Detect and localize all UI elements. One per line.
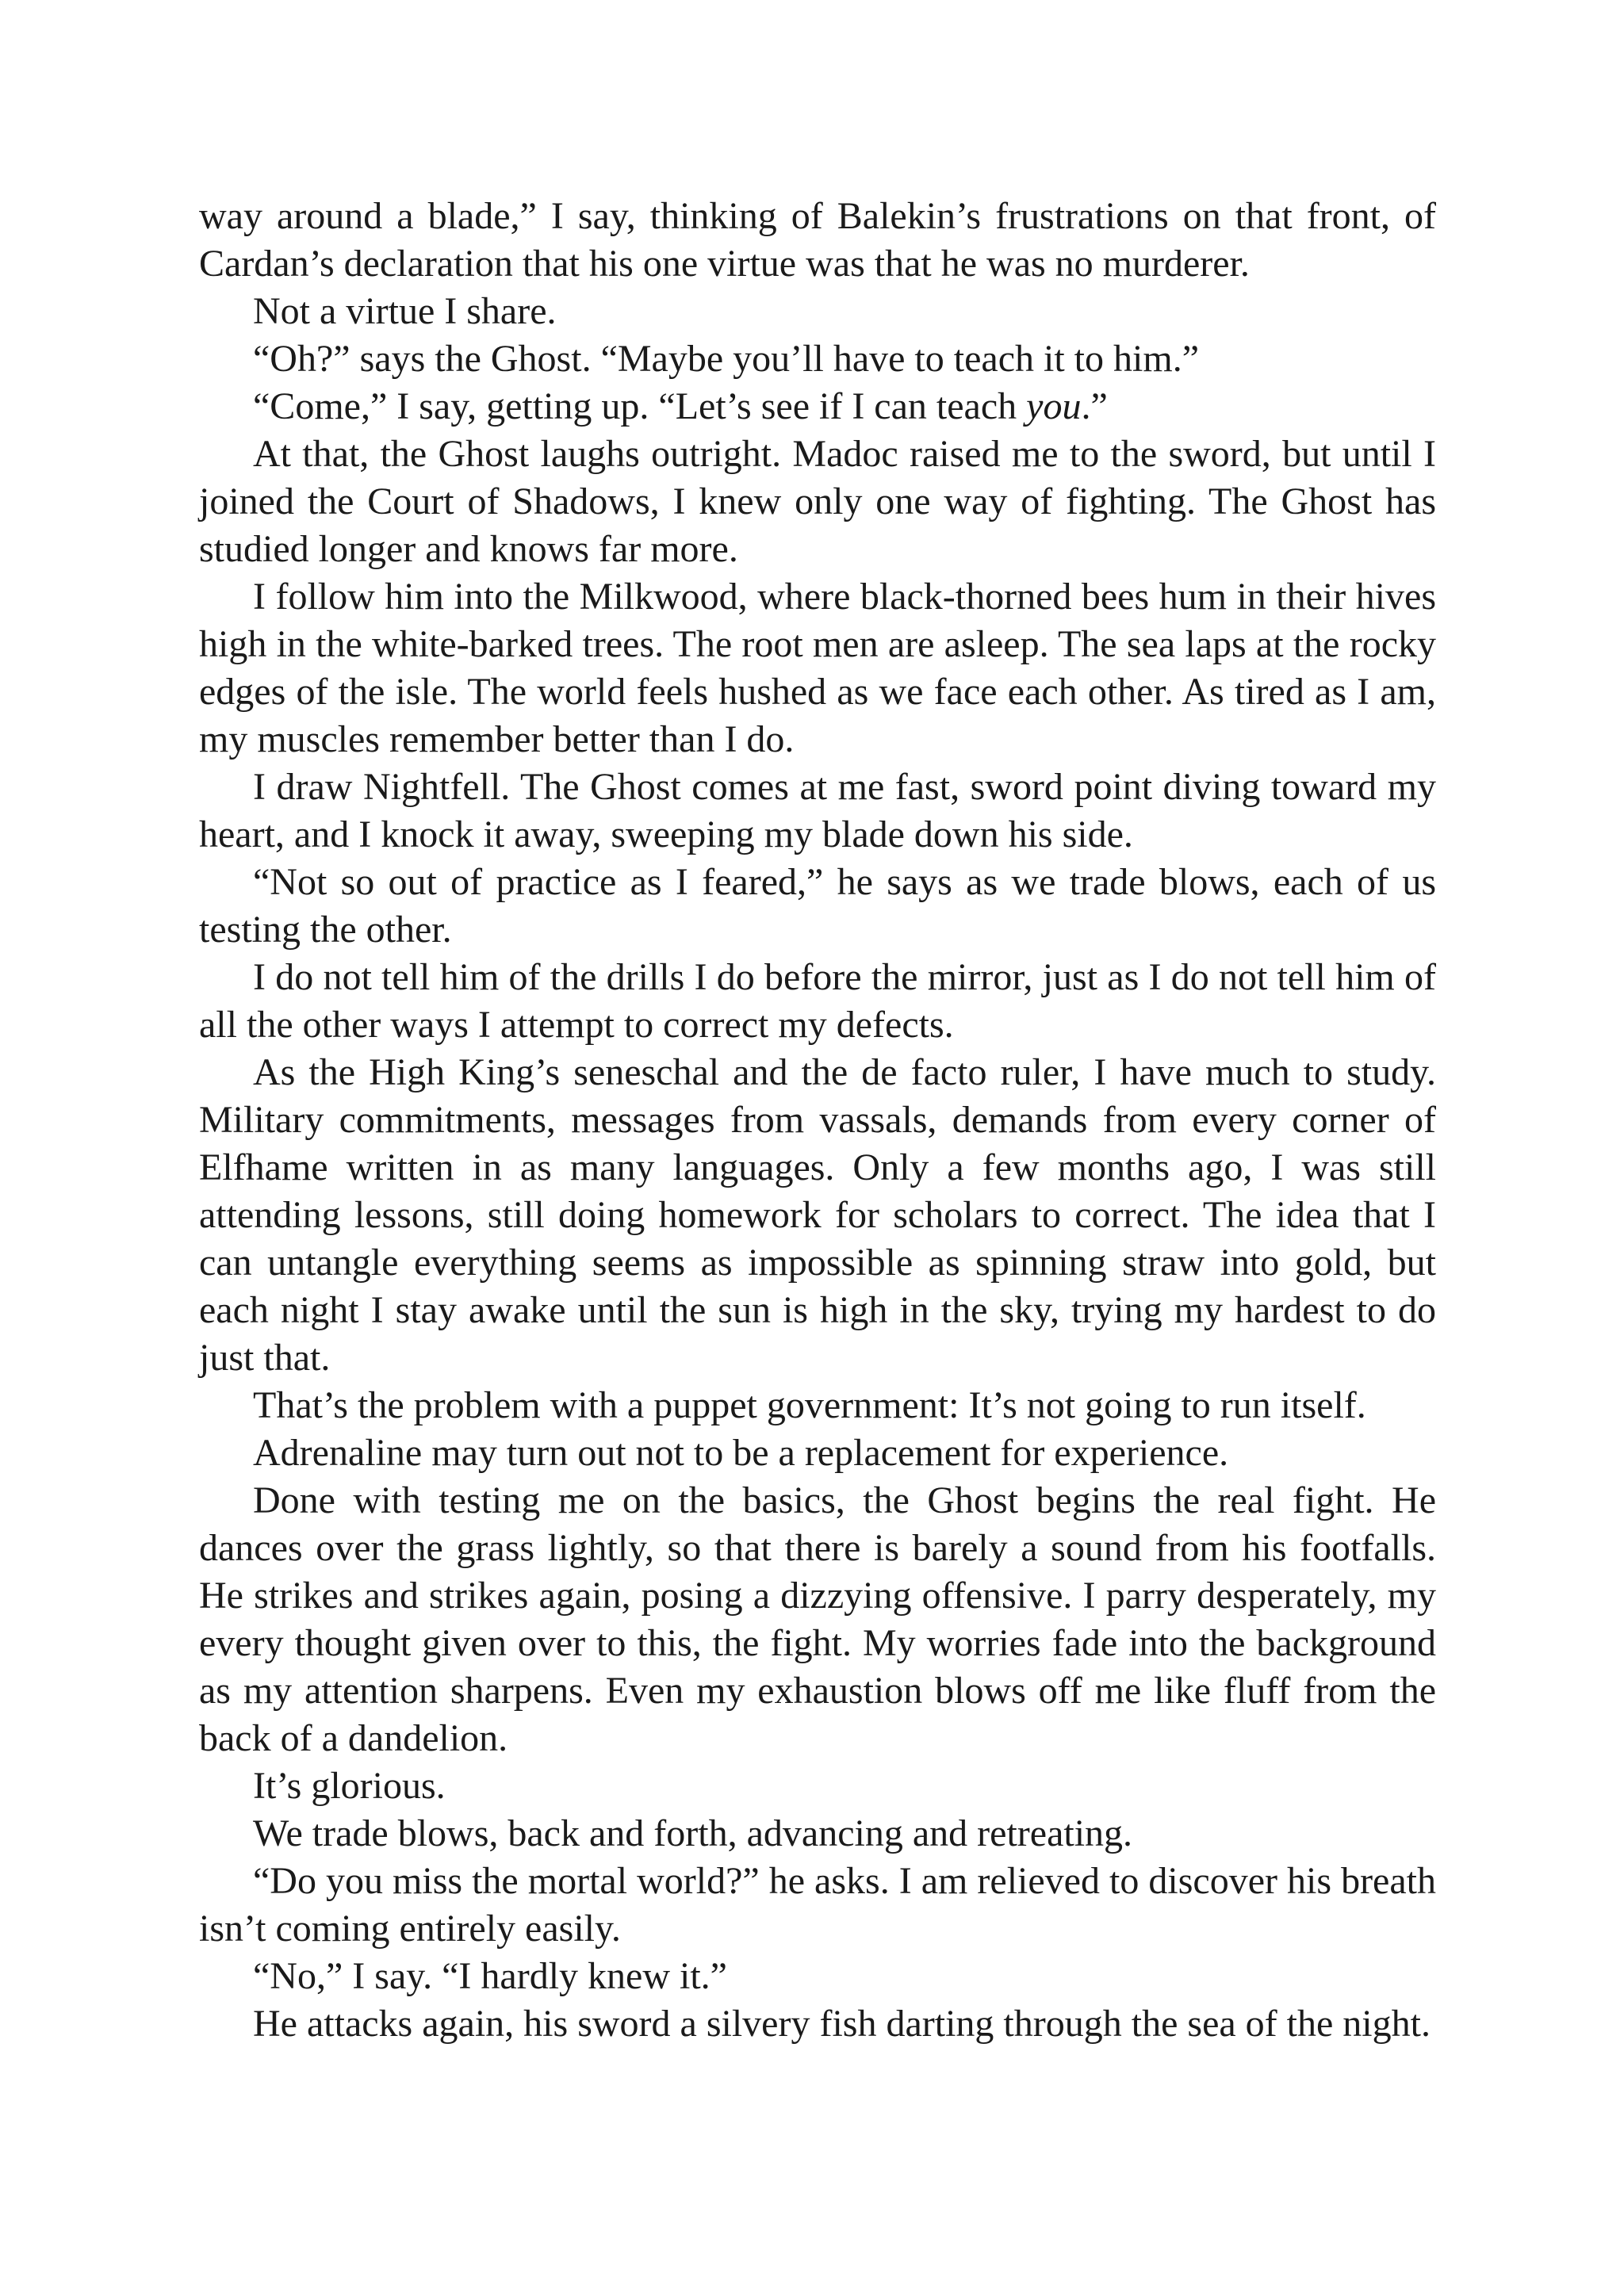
paragraph [199,1953,1436,2000]
paragraph [199,1858,1436,1953]
paragraph [199,193,1436,288]
text-run: He attacks again, his sword a silvery fish darting through the sea of the night. [253,2003,1431,2045]
text-run: At that, the Ghost laughs outright. Madoc raised me to the sword, but until I joined the Court of Shadows, I knew only one way of fighting. The Ghost has studied longer and knows far more. [199,433,1436,570]
text-run: way around a blade,” I say, thinking of Balekin’s frustrations on that front, of Cardan’s declaration that his one virtue was that he was no murderer. [199,195,1436,285]
page-body [199,193,1436,2048]
paragraph [199,430,1436,573]
text-run: “Oh?” says the Ghost. “Maybe you’ll have to teach it to him.” [253,338,1199,380]
paragraph [199,1382,1436,1429]
paragraph [199,288,1436,335]
paragraph [199,1810,1436,1858]
text-run: .” [1081,385,1108,427]
text-run: “Come,” I say, getting up. “Let’s see if I can teach [253,385,1027,427]
paragraph [199,763,1436,859]
paragraph [199,1049,1436,1382]
text-run: “No,” I say. “I hardly knew it.” [253,1955,727,1997]
text-run: That’s the problem with a puppet government: It’s not going to run itself. [253,1384,1366,1426]
paragraph [199,954,1436,1049]
text-run: Adrenaline may turn out not to be a replacement for experience. [253,1432,1229,1474]
text-run: Done with testing me on the basics, the Ghost begins the real fight. He dances over the grass lightly, so that there is barely a sound from his footfalls. He strikes and strikes again, posing a dizzying offensive. I parry desperately, my every thought given over to this, the fight. My worries fade into the background as my attention sharpens. Even my exhaustion blows off me like fluff from the back of a dandelion. [199,1479,1436,1759]
paragraph [199,1429,1436,1477]
paragraph [199,1762,1436,1810]
text-run: It’s glorious. [253,1765,446,1807]
paragraph [199,573,1436,763]
paragraph [199,2000,1436,2048]
text-run: Not a virtue I share. [253,290,557,332]
text-run: “Do you miss the mortal world?” he asks. I am relieved to discover his breath isn’t coming entirely easily. [199,1860,1436,1950]
text-run: I do not tell him of the drills I do before the mirror, just as I do not tell him of all the other ways I attempt to correct my defects. [199,956,1436,1046]
paragraph [199,335,1436,383]
paragraph [199,859,1436,954]
paragraph [199,383,1436,430]
italic-text-run: you [1026,385,1082,427]
text-run: I draw Nightfell. The Ghost comes at me fast, sword point diving toward my heart, and I knock it away, sweeping my blade down his side. [199,766,1436,855]
paragraph [199,1477,1436,1762]
text-run: We trade blows, back and forth, advancing and retreating. [253,1812,1133,1854]
text-run: As the High King’s seneschal and the de facto ruler, I have much to study. Military commitments, messages from vassals, demands from every corner of Elfhame written in as many languages. Only a few months ago, I was still attending lessons, still doing homework for scholars to correct. The idea that I can untangle everything seems as impossible as spinning straw into gold, but each night I stay awake until the sun is high in the sky, trying my hardest to do just that. [199,1051,1436,1379]
text-run: I follow him into the Milkwood, where black-thorned bees hum in their hives high in the white-barked trees. The root men are asleep. The sea laps at the rocky edges of the isle. The world feels hushed as we face each other. As tired as I am, my muscles remember better than I do. [199,576,1436,760]
text-run: “Not so out of practice as I feared,” he says as we trade blows, each of us testing the other. [199,861,1436,951]
